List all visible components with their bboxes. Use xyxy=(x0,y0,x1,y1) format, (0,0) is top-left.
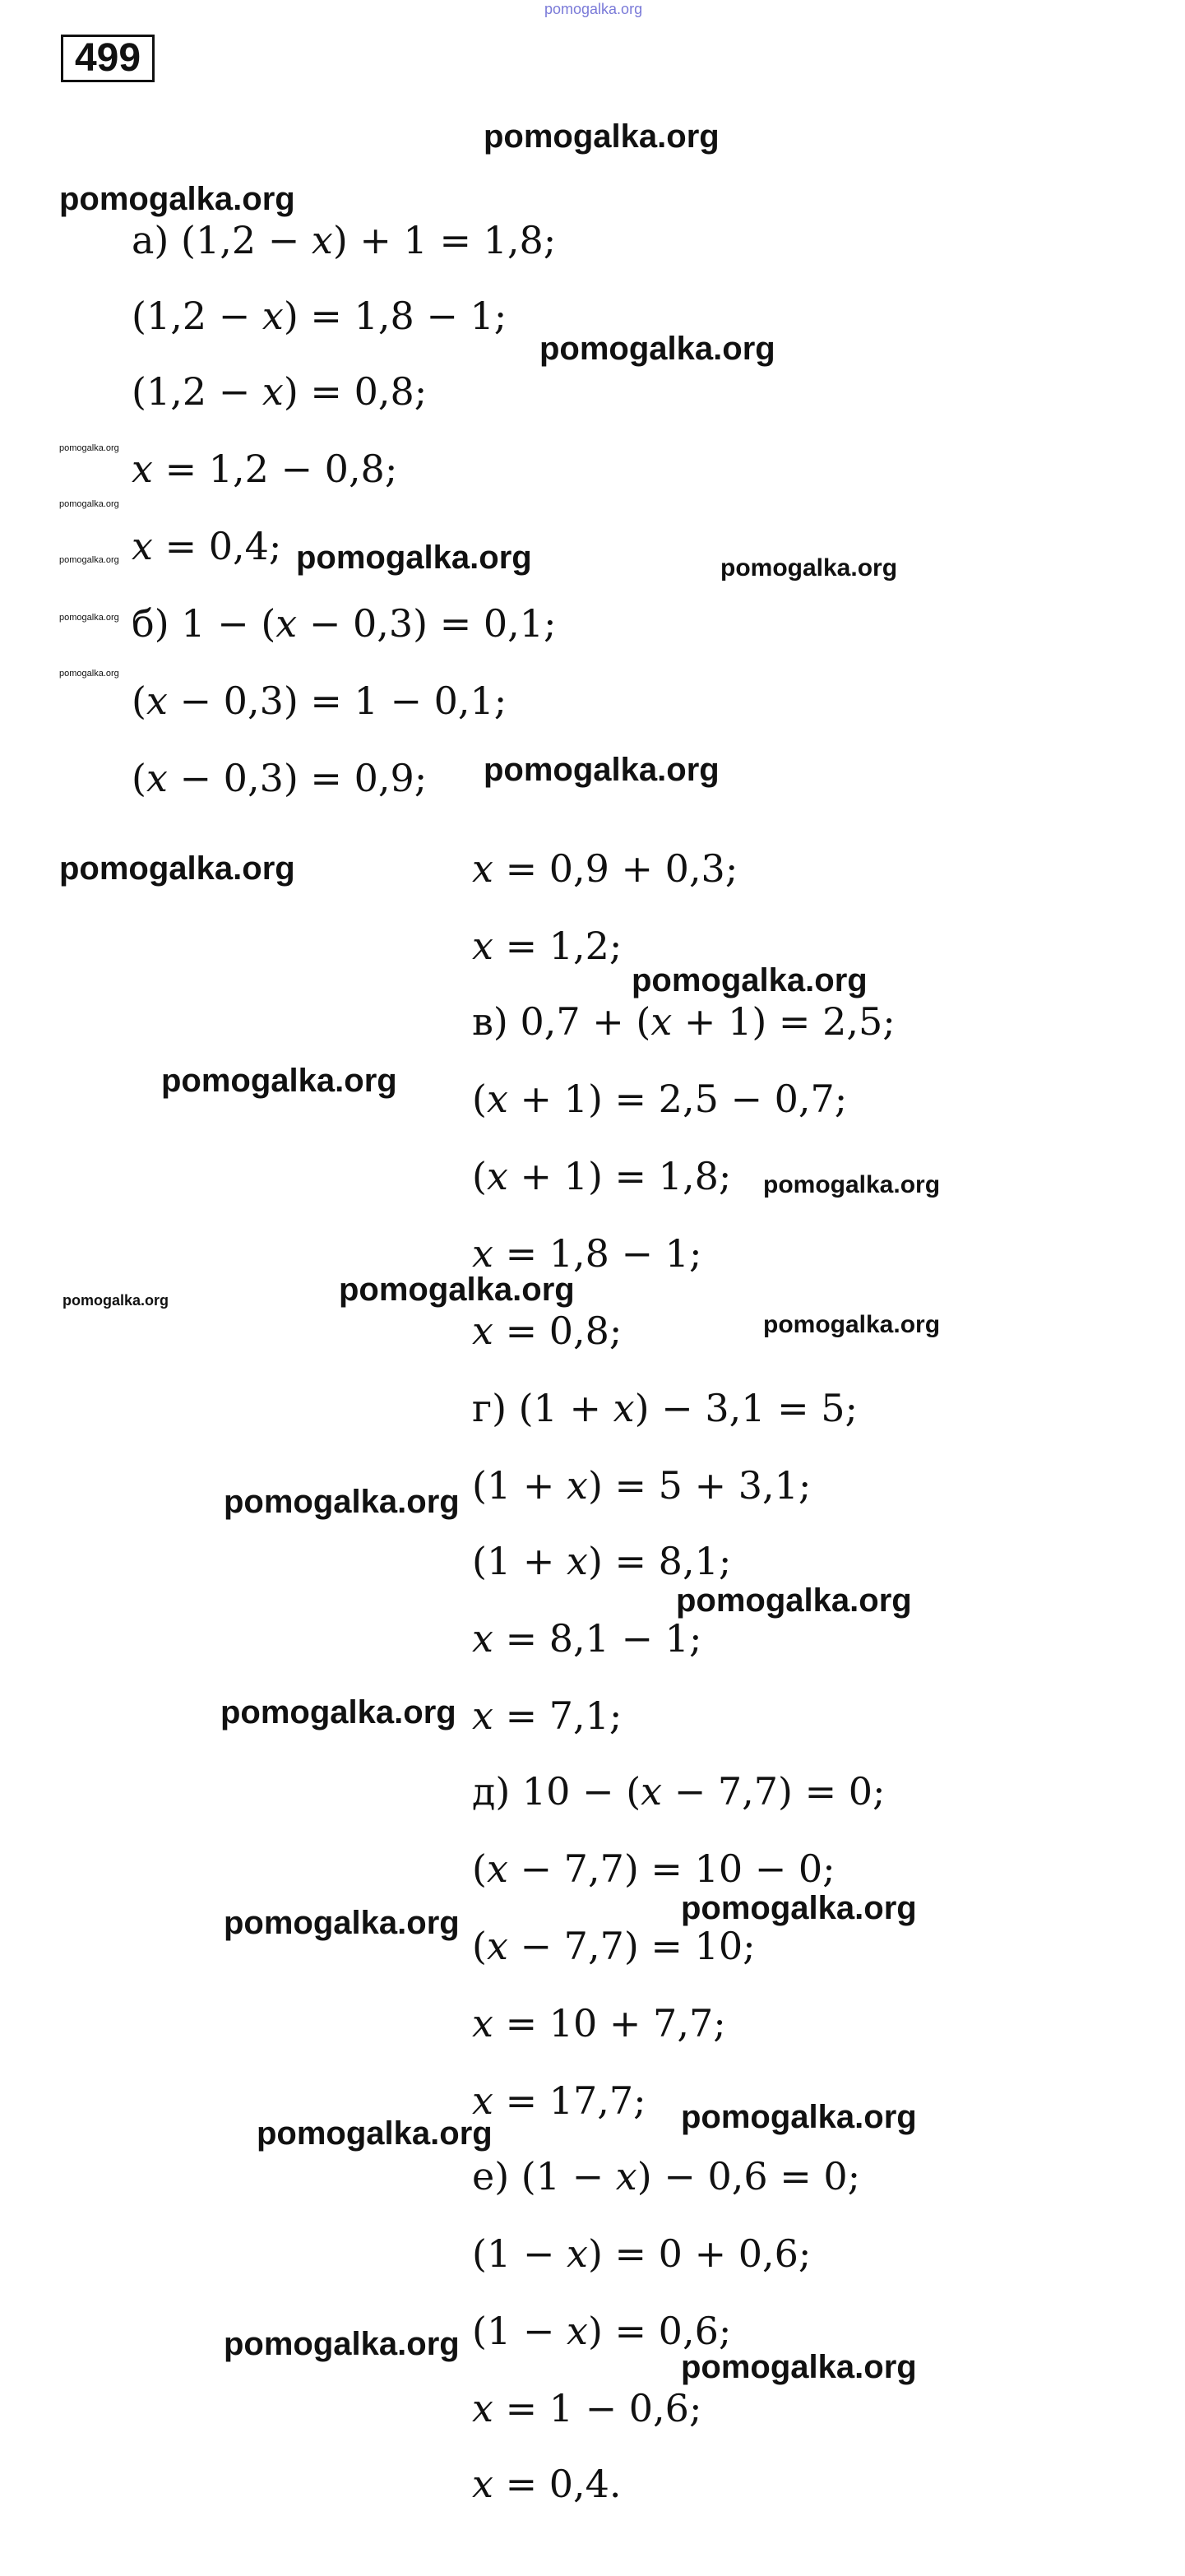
equation-line: 𝑥 = 0,8; xyxy=(472,1309,623,1353)
watermark: pomogalka.org xyxy=(681,2349,917,2385)
watermark: pomogalka.org xyxy=(59,443,119,453)
equation-line: в) 0,7 + (𝑥 + 1) = 2,5; xyxy=(472,999,896,1044)
equation-line: 𝑥 = 10 + 7,7; xyxy=(472,2001,726,2046)
watermark: pomogalka.org xyxy=(539,331,775,367)
equation-line: (1,2 − 𝑥) = 0,8; xyxy=(132,369,428,414)
equation-line: (𝑥 − 7,7) = 10 − 0; xyxy=(472,1846,836,1891)
watermark: pomogalka.org xyxy=(59,181,295,217)
watermark: pomogalka.org xyxy=(59,613,119,623)
watermark: pomogalka.org xyxy=(224,1484,460,1520)
equation-line: (1 + 𝑥) = 8,1; xyxy=(472,1539,732,1583)
watermark: pomogalka.org xyxy=(161,1063,397,1099)
watermark: pomogalka.org xyxy=(681,1890,917,1926)
watermark: pomogalka.org xyxy=(339,1272,575,1308)
equation-line: 𝑥 = 1 − 0,6; xyxy=(472,2386,702,2430)
equation-line: (1 − 𝑥) = 0 + 0,6; xyxy=(472,2231,812,2276)
equation-line: 𝑥 = 0,4. xyxy=(472,2462,622,2506)
equation-line: 𝑥 = 1,2; xyxy=(472,924,623,968)
watermark: pomogalka.org xyxy=(257,2115,493,2152)
watermark: pomogalka.org xyxy=(224,2326,460,2362)
watermark: pomogalka.org xyxy=(720,554,898,581)
equation-line: (1 − 𝑥) = 0,6; xyxy=(472,2309,732,2353)
equation-line: (𝑥 − 0,3) = 1 − 0,1; xyxy=(132,679,507,723)
watermark: pomogalka.org xyxy=(676,1582,912,1619)
equation-line: (1 + 𝑥) = 5 + 3,1; xyxy=(472,1463,812,1508)
equation-line: (𝑥 + 1) = 1,8; xyxy=(472,1154,732,1198)
equation-line: 𝑥 = 1,8 − 1; xyxy=(472,1231,702,1276)
watermark: pomogalka.org xyxy=(220,1694,456,1730)
equation-line: 𝑥 = 0,9 + 0,3; xyxy=(472,846,738,891)
watermark: pomogalka.org xyxy=(544,1,643,17)
equation-line: а) (1,2 − 𝑥) + 1 = 1,8; xyxy=(132,218,557,262)
watermark: pomogalka.org xyxy=(62,1292,169,1309)
equation-line: 𝑥 = 0,4; xyxy=(132,524,282,568)
equation-line: 𝑥 = 7,1; xyxy=(472,1693,623,1738)
watermark: pomogalka.org xyxy=(59,850,295,887)
watermark: pomogalka.org xyxy=(296,540,532,576)
equation-line: 𝑥 = 8,1 − 1; xyxy=(472,1616,702,1661)
watermark: pomogalka.org xyxy=(59,669,119,679)
watermark: pomogalka.org xyxy=(681,2099,917,2135)
equation-line: д) 10 − (𝑥 − 7,7) = 0; xyxy=(472,1769,886,1814)
equation-line: 𝑥 = 17,7; xyxy=(472,2078,646,2123)
equation-line: (𝑥 + 1) = 2,5 − 0,7; xyxy=(472,1077,848,1121)
problem-number: 499 xyxy=(61,35,155,82)
equation-line: (𝑥 − 7,7) = 10; xyxy=(472,1924,756,1968)
watermark: pomogalka.org xyxy=(484,752,720,788)
watermark: pomogalka.org xyxy=(59,499,119,509)
equation-line: 𝑥 = 1,2 − 0,8; xyxy=(132,447,398,491)
watermark: pomogalka.org xyxy=(59,555,119,565)
watermark: pomogalka.org xyxy=(632,962,868,998)
equation-line: (𝑥 − 0,3) = 0,9; xyxy=(132,756,428,800)
watermark: pomogalka.org xyxy=(484,118,720,155)
watermark: pomogalka.org xyxy=(224,1905,460,1941)
watermark: pomogalka.org xyxy=(763,1171,941,1198)
equation-line: б) 1 − (𝑥 − 0,3) = 0,1; xyxy=(132,601,557,646)
watermark: pomogalka.org xyxy=(763,1311,941,1338)
equation-line: г) (1 + 𝑥) − 3,1 = 5; xyxy=(472,1386,859,1430)
equation-line: (1,2 − 𝑥) = 1,8 − 1; xyxy=(132,294,507,338)
equation-line: е) (1 − 𝑥) − 0,6 = 0; xyxy=(472,2154,861,2198)
